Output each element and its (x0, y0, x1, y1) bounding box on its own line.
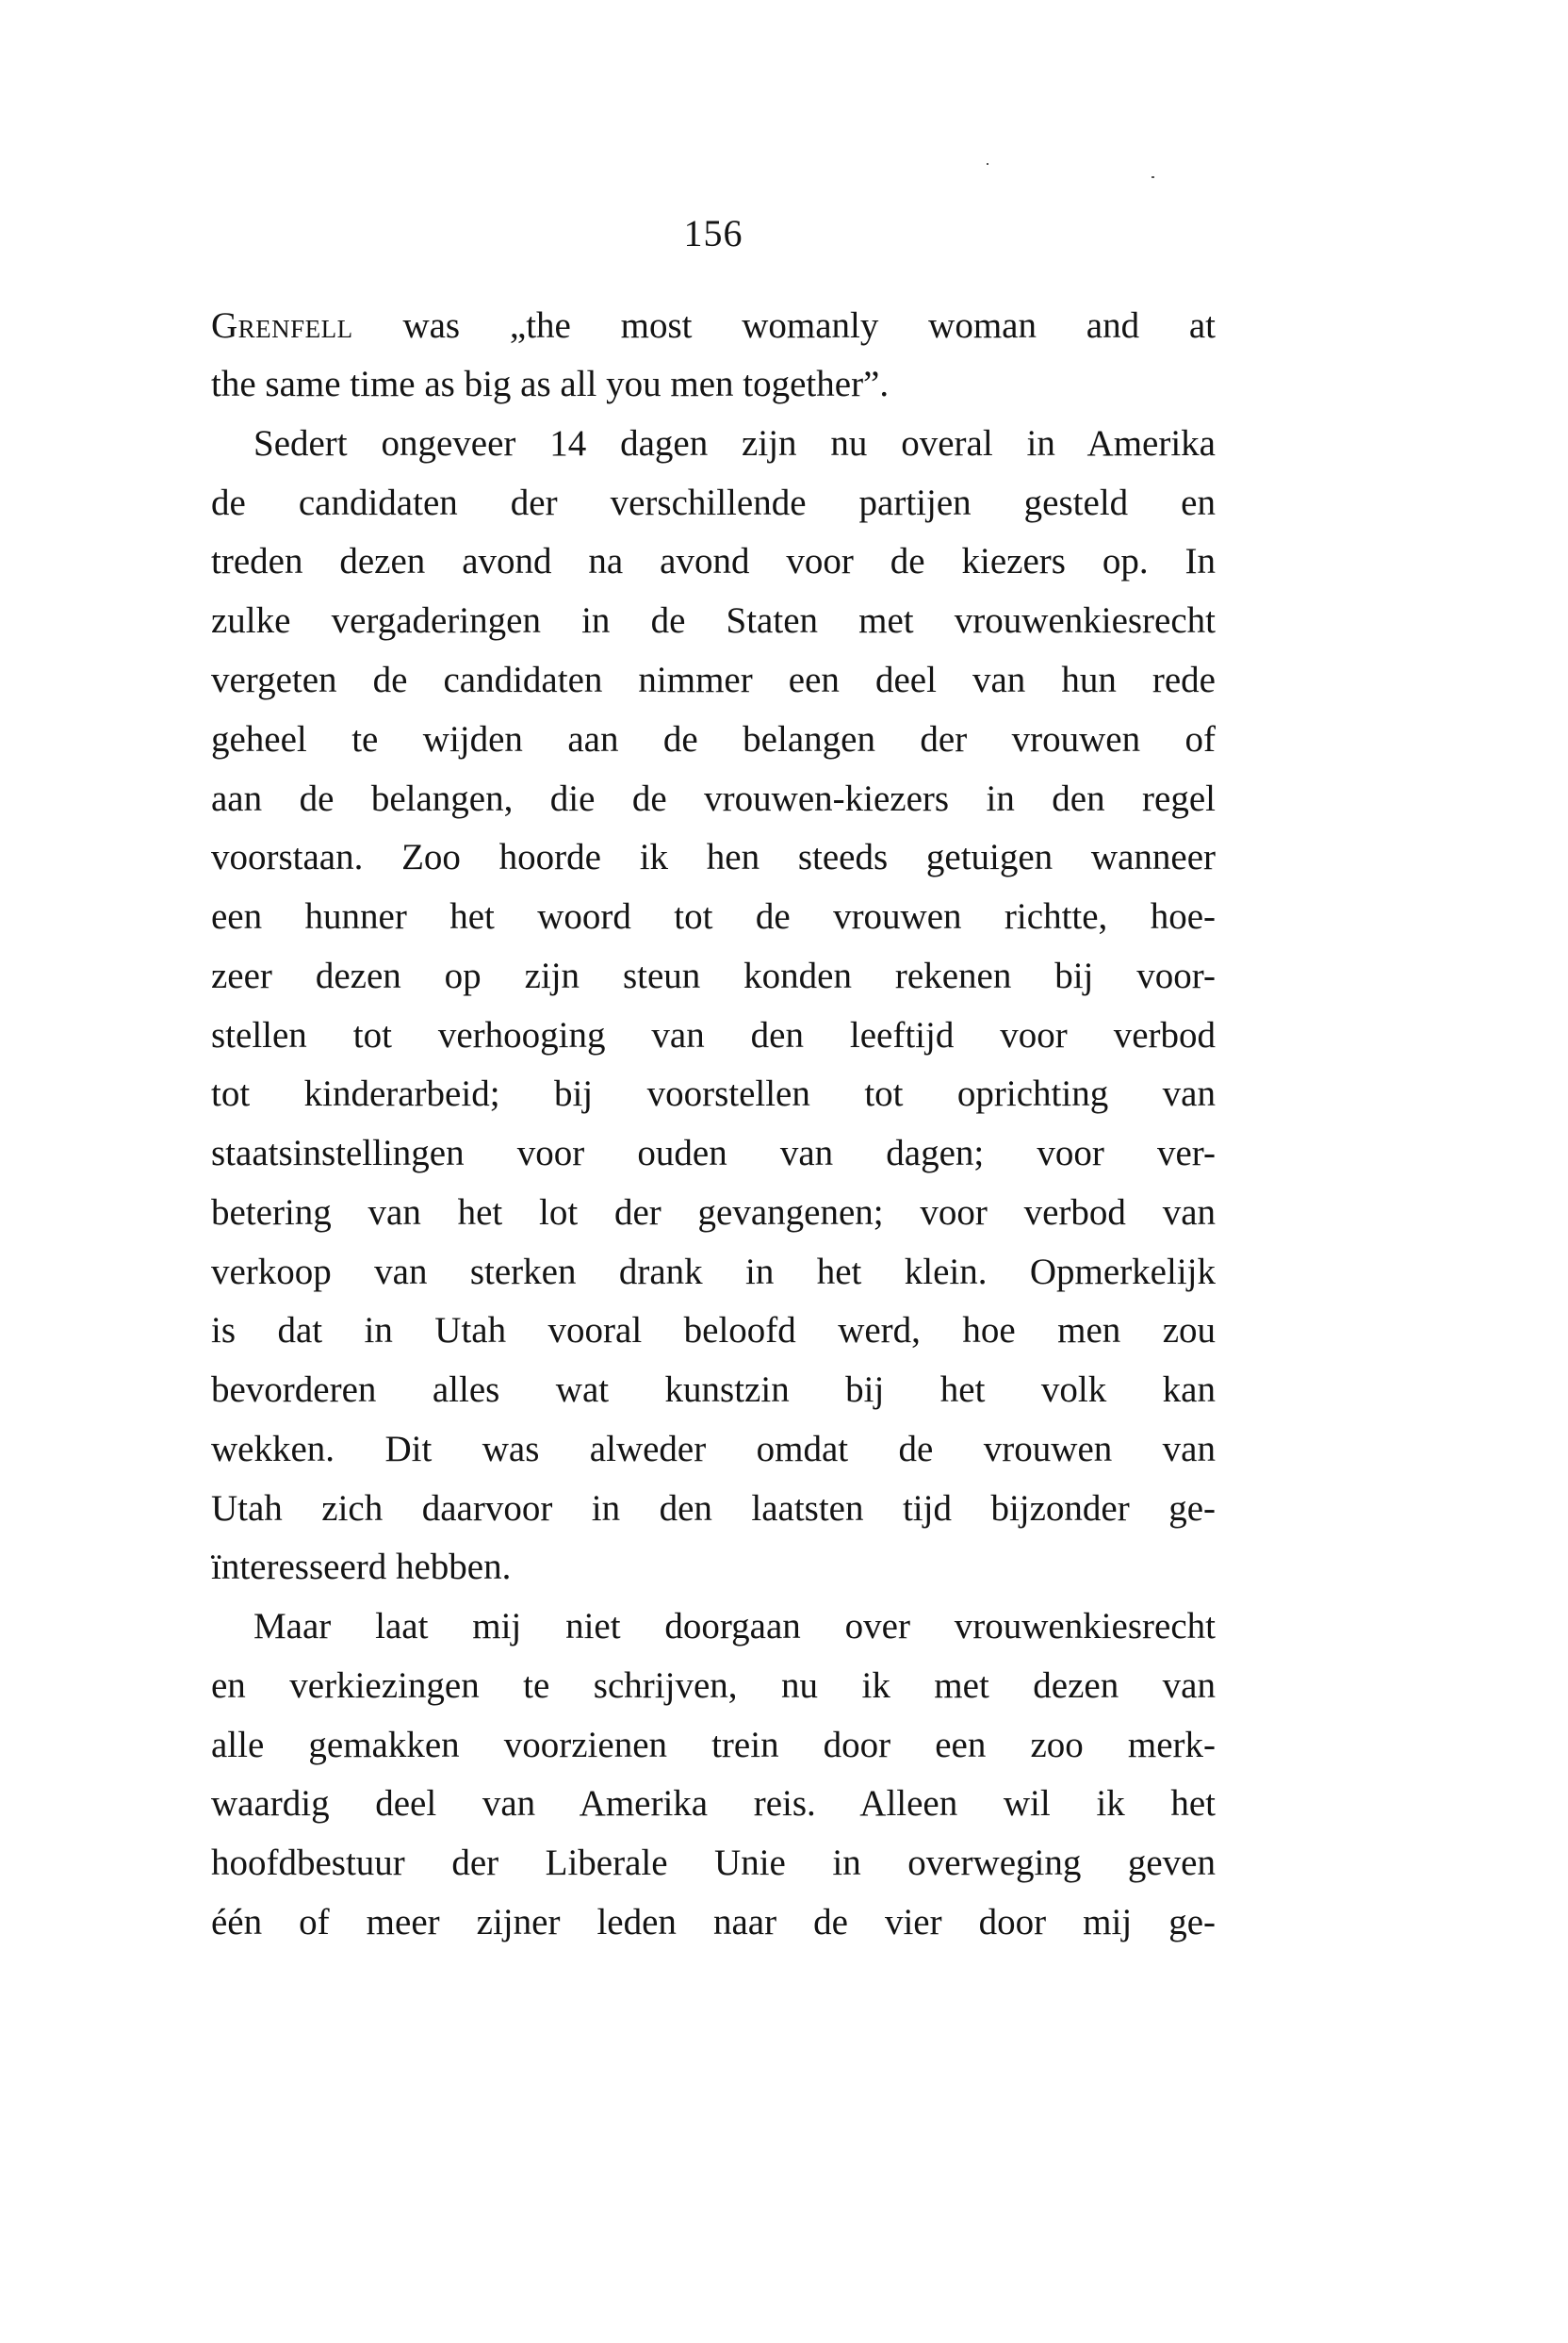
text-line: en verkiezingen te schrijven, nu ik met dezen van (211, 1665, 1216, 1706)
text-line: tot kinderarbeid; bij voorstellen tot oprichting van (211, 1073, 1216, 1114)
text-line: aan de belangen, die de vrouwen-kiezers in den regel (211, 778, 1216, 819)
scan-speck (987, 163, 988, 165)
text-line-paragraph-end: ïnteresseerd hebben. (211, 1547, 512, 1587)
text-line: bevorderen alles wat kunstzin bij het volk kan (211, 1369, 1216, 1410)
text-line: vergeten de candidaten nimmer een deel van hun rede (211, 660, 1216, 700)
text-line: de candidaten der verschillende partijen gesteld en (211, 483, 1216, 523)
text-line: voorstaan. Zoo hoorde ik hen steeds getuigen wanneer (211, 837, 1216, 877)
page-number: 156 (683, 212, 743, 254)
text-line: alle gemakken voorzienen trein door een zoo merk- (211, 1725, 1216, 1765)
text-line: is dat in Utah vooral beloofd werd, hoe men zou (211, 1310, 1216, 1351)
text-line: betering van het lot der gevangenen; voor verbod van (211, 1192, 1216, 1233)
text-line: stellen tot verhooging van den leeftijd voor verbod (211, 1015, 1216, 1056)
text-line-paragraph-start: Sedert ongeveer 14 dagen zijn nu overal in Amerika (253, 423, 1216, 464)
text-line-paragraph-end: the same time as big as all you men together”. (211, 364, 890, 404)
text-line: wekken. Dit was alweder omdat de vrouwen van (211, 1429, 1216, 1469)
text-line-paragraph-start: Maar laat mij niet doorgaan over vrouwenkiesrecht (253, 1606, 1216, 1647)
person-name-smallcaps: Grenfell (211, 305, 353, 346)
text-line: Utah zich daarvoor in den laatsten tijd bijzonder ge- (211, 1488, 1216, 1529)
text-line: een hunner het woord tot de vrouwen richtte, hoe- (211, 896, 1216, 937)
text-line: hoofdbestuur der Liberale Unie in overweging geven (211, 1843, 1216, 1883)
text-line: treden dezen avond na avond voor de kiezers op. In (211, 541, 1216, 582)
text-line: verkoop van sterken drank in het klein. Opmerkelijk (211, 1252, 1216, 1292)
text-line: zeer dezen op zijn steun konden rekenen bij voor- (211, 956, 1216, 996)
text-line: één of meer zijner leden naar de vier door mij ge- (211, 1902, 1216, 1942)
text-line: geheel te wijden aan de belangen der vrouwen of (211, 719, 1216, 760)
scan-speck (1152, 176, 1154, 178)
text-line: waardig deel van Amerika reis. Alleen wil ik het (211, 1783, 1216, 1824)
text-line: Grenfell was „the most womanly woman and at (211, 305, 1216, 346)
text-line: staatsinstellingen voor ouden van dagen; voor ver- (211, 1133, 1216, 1173)
text-line: zulke vergaderingen in de Staten met vrouwenkiesrecht (211, 600, 1216, 641)
